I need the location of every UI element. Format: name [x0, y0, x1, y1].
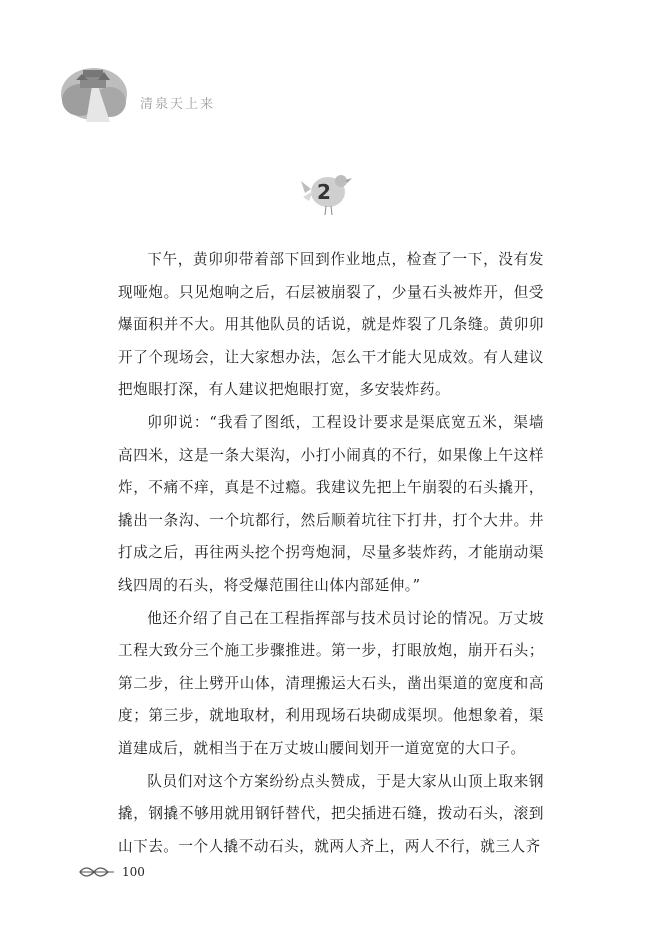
page-number: 100 [122, 865, 145, 879]
leaf-ornament-icon [78, 864, 116, 880]
body-text [118, 244, 544, 863]
header-landscape-illustration [58, 56, 128, 122]
paragraph: 卯卯说：“我看了图纸，工程设计要求是渠底宽五米，渠墙高四米，这是一条大渠沟，小打小闹真的不行，如果像上午这样炸，不痛不痒，真是不过瘾。我建议先把上午崩裂的石头撬开，撬出一条沟、一个坑都行，然后顺着坑往下打井，打个大井。井打成之后，再往两头挖个拐弯炮洞，尽量多装炸药，才能崩动渠线四周的石头，将受爆范围往山体内部延伸。” [118, 413, 544, 594]
chapter-number: 2 [317, 180, 331, 204]
running-header-title: 清泉天上来 [140, 97, 216, 112]
page-footer [78, 862, 145, 882]
paragraph: 队员们对这个方案纷纷点头赞成，于是大家从山顶上取来钢撬，钢撬不够用就用钢钎替代，把尖插进石缝，拨动石头，滚到山下去。一个人撬不动石头，就两人齐上，两人不行，就三人齐 [118, 772, 544, 855]
paragraph: 他还介绍了自己在工程指挥部与技术员讨论的情况。万丈坡工程大致分三个施工步骤推进。第一步，打眼放炮，崩开石头；第二步，往上劈开山体，清理搬运大石头，凿出渠道的宽度和高度；第三步，就地取材，利用现场石块砌成渠坝。他想象着，渠道建成后，就相当于在万丈坡山腰间划开一道宽宽的大口子。 [118, 609, 544, 757]
paragraph: 下午，黄卯卯带着部下回到作业地点，检查了一下，没有发现哑炮。只见炮响之后，石层被崩裂了，少量石头被炸开，但受爆面积并不大。用其他队员的话说，就是炸裂了几条缝。黄卯卯开了个现场会，让大家想办法，怎么干才能大见成效。有人建议把炮眼打深，有人建议把炮眼打宽，多安装炸药。 [118, 251, 544, 399]
